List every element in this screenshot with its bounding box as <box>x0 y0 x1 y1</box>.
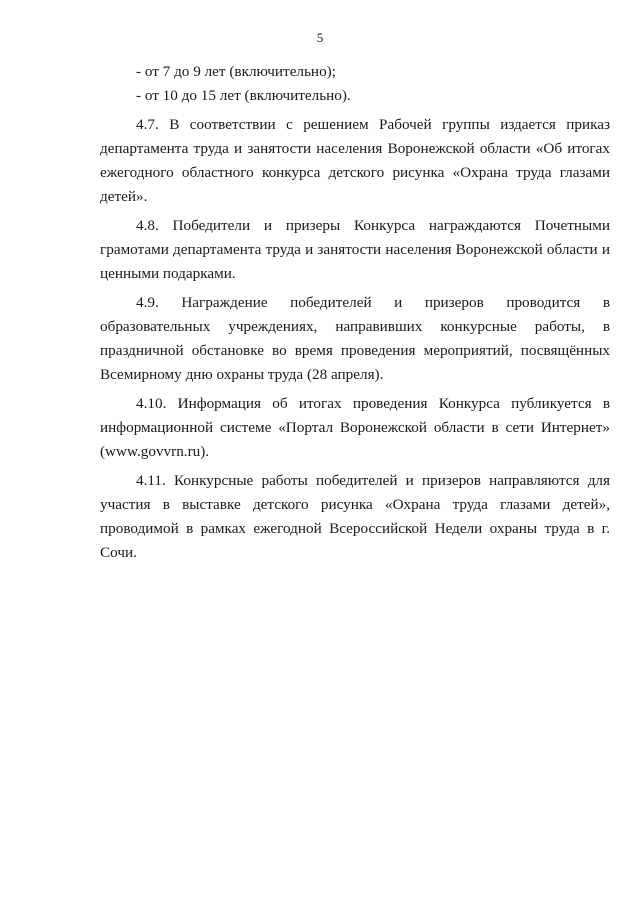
page-number: 5 <box>316 30 324 45</box>
paragraph-4-8: 4.8. Победители и призеры Конкурса награждаются Почетными грамотами департамента труда и занятости населения Воронежской области и ценными подарками. <box>100 217 610 282</box>
paragraph-4-7: 4.7. В соответствии с решением Рабочей группы издается приказ департамента труда и занятости населения Воронежской области «Об итогах ежегодного областного конкурса детского рисунка «Охрана труда глазами детей». <box>100 116 610 205</box>
paragraph-4-11: 4.11. Конкурсные работы победителей и призеров направляются для участия в выставке детского рисунка «Охрана труда глазами детей», проводимой в рамках ежегодной Всероссийской Недели охраны труда в г. Сочи. <box>100 472 610 561</box>
paragraph-4-10: 4.10. Информация об итогах проведения Конкурса публикуется в информационной системе «Портал Воронежской области в сети Интернет» (www.govvrn.ru). <box>100 395 610 460</box>
paragraph-4-9: 4.9. Награждение победителей и призеров проводится в образовательных учреждениях, направивших конкурсные работы, в праздничной обстановке во время проведения мероприятий, посвящённых Всемирному дню охраны труда (28 апреля). <box>100 294 610 383</box>
age-group-item: - от 7 до 9 лет (включительно); <box>136 63 336 80</box>
document-body <box>100 60 610 565</box>
age-group-item: - от 10 до 15 лет (включительно). <box>136 87 351 104</box>
